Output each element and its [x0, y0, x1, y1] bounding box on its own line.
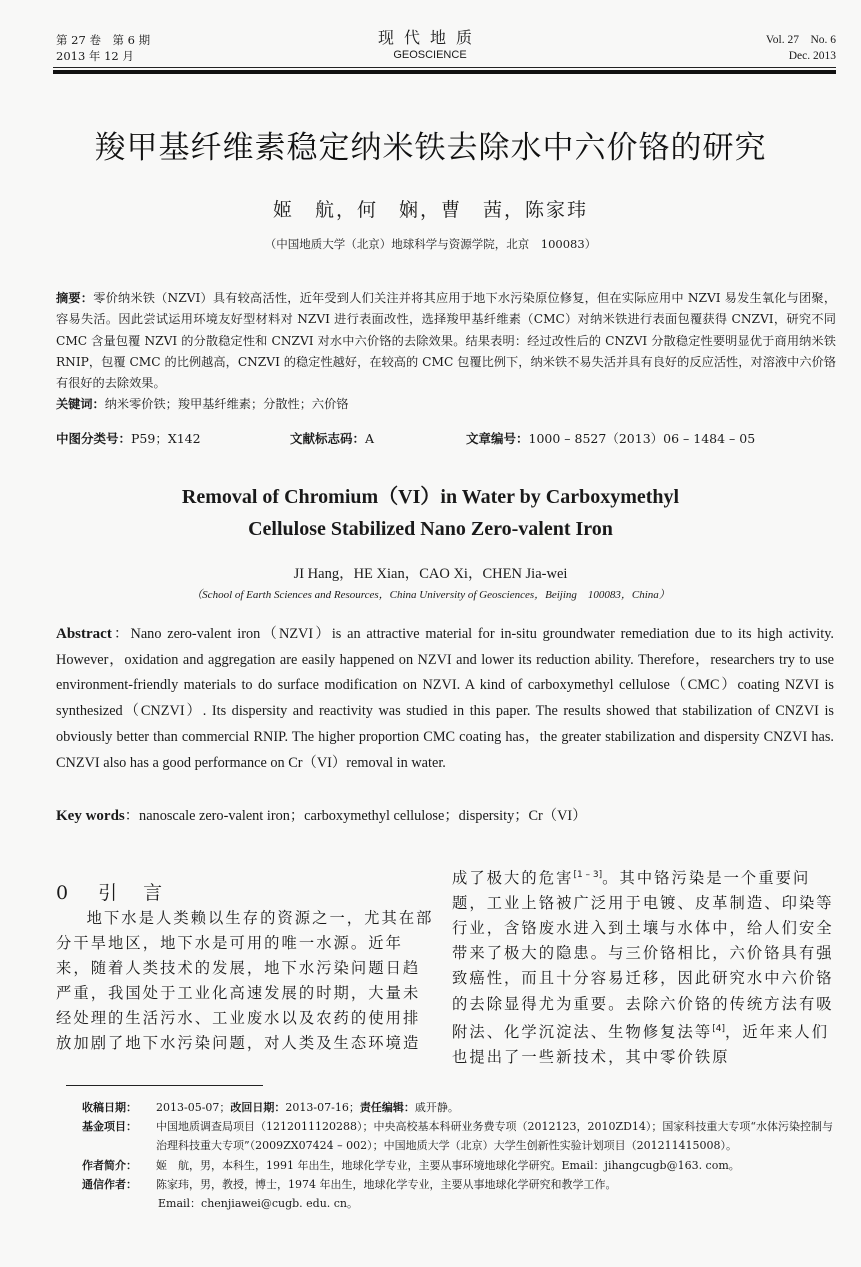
revised-label: 改回日期： — [230, 1101, 286, 1114]
date-cn: 2013 年 12 月 — [56, 49, 134, 63]
abstract-cn-text: 零价纳米铁（NZVI）具有较高活性，近年受到人们关注并将其应用于地下水污染原位修复，但在实际应用中 NZVI 易发生氧化与团聚，容易失活。因此尝试运用环境友好型材料对 NZVI 进行表面改性，选择羧甲基纤维素（CMC）对纳米铁进行表面包覆获得 CNZVI，研究不同 CMC 含量包覆 NZVI 的分散稳定性和 CNZVI 对水中六价铬的去除效果。结果表明：经过改性后的 CNZVI 分散稳定性要明显优于商用纳米铁 RNIP，包覆 CMC 的比例越高，CNZVI 的稳定性越好，在较高的 CMC 包覆比例下，纳米铁不易失活并具有良好的反应活性，对溶液中六价铬有很好的去除效果。 — [56, 291, 837, 391]
header-rule-thin — [53, 67, 836, 68]
date-en: Dec. 2013 — [788, 50, 836, 62]
paper-title-cn: 羧甲基纤维素稳定纳米铁去除水中六价铬的研究 — [94, 130, 767, 166]
revised-text: 2013-07-16； — [285, 1101, 360, 1114]
running-header-right — [766, 32, 836, 64]
abstract-cn — [56, 288, 836, 416]
footnote-corresponding — [82, 1175, 834, 1194]
editor-text: 戚开静。 — [414, 1101, 459, 1114]
paper-title-en-line1: Removal of Chromium（VI）in Water by Carboxymethyl — [181, 486, 680, 508]
fund-text: 中国地质调查局项目（1212011120288）；中央高校基本科研业务费专项（2012123，2010ZD14）；国家科技重大专项“水体污染控制与治理科技重大专项”（2009ZX07424 – 002）；中国地质大学（北京）大学生创新性实验计划项目（201211415008）。 — [156, 1120, 834, 1153]
footnote-author-bio — [82, 1156, 834, 1175]
paper-title-en — [0, 481, 861, 545]
doc-code-label: 文献标志码： — [290, 431, 366, 446]
clc-value: P59；X142 — [131, 431, 201, 446]
authors-en: JI Hang，HE Xian，CAO Xi，CHEN Jia-wei — [293, 566, 568, 582]
article-no-label: 文章编号： — [466, 431, 529, 446]
article-no-value: 1000 – 8527（2013）06 – 1484 – 05 — [528, 431, 756, 446]
abstract-en — [56, 622, 834, 776]
authors-cn: 姬 航，何 娴，曹 茜，陈家玮 — [272, 199, 588, 221]
body-text: 成了极大的危害 — [452, 869, 574, 888]
journal-name-cn: 现代地质 — [377, 28, 482, 47]
keywords-en — [56, 804, 834, 828]
running-header-center — [330, 28, 530, 62]
body-paragraph-right — [452, 863, 838, 1070]
corresponding-email[interactable]: Email：chenjiawei@cugb. edu. cn。 — [158, 1197, 359, 1211]
body-column-left — [56, 906, 434, 1057]
journal-name-en: GEOSCIENCE — [393, 49, 467, 61]
section-title-char-2: 言 — [143, 882, 163, 904]
footnotes — [82, 1098, 834, 1213]
keywords-en-label: Key words — [56, 808, 125, 824]
keywords-cn-text: 纳米零价铁；羧甲基纤维素；分散性；六价铬 — [104, 397, 349, 412]
fund-label: 基金项目： — [82, 1120, 137, 1134]
paper-title-en-line2: Cellulose Stabilized Nano Zero-valent Iron — [248, 518, 613, 540]
abstract-en-text: ：Nano zero-valent iron（NZVI）is an attractive material for in-situ groundwater remediation due to its high activity. However，oxidation and aggregation are easily happened on NZVI and lower its reduction ability. Therefore，researchers try to use environment-friendly materials to do surface modification on NZVI. A kind of carboxymethyl cellulose（CMC）coating NZVI is synthesized（CNZVI）. Its dispersity and reactivity was studied in this paper. The results showed that stabilization of CNZVI is obviously better than commercial RNIP. The higher proportion CMC coating has，the greater stabilization and dispersity CNZVI has. CNZVI also has a good performance on Cr（VI）removal in water. — [56, 626, 834, 771]
corresponding-label: 通信作者： — [82, 1177, 137, 1191]
section-number: 0 — [56, 882, 69, 904]
volume-issue-en: Vol. 27 No. 6 — [765, 34, 836, 46]
footnote-funding — [82, 1117, 834, 1155]
affiliation-en: （School of Earth Sciences and Resources，China University of Geosciences，Beijing 100083，China） — [191, 589, 670, 601]
received-label: 收稿日期： — [82, 1101, 137, 1114]
citation-ref-1-3[interactable]: [1 – 3] — [573, 870, 603, 880]
header-rule-thick — [53, 70, 836, 74]
corresponding-text: 陈家玮，男，教授，博士，1974 年出生，地球化学专业，主要从事地球化学研究和教学工作。 — [156, 1177, 617, 1191]
affiliation-cn: （中国地质大学（北京）地球科学与资源学院，北京 100083） — [264, 237, 597, 251]
body-text: 。其中铬污染是一个重要问题，工业上铬被广泛用于电镀、皮革制造、印染等行业，含铬废水进入到土壤与水体中，给人们安全带来了极大的隐患。与三价铬相比，六价铬具有强致癌性，而且十分容易迁移，因此研究水中六价铬的去除显得尤为重要。去除六价铬的传统方法有吸附法、化学沉淀法、生物修复法等 — [452, 869, 834, 1041]
running-header-left — [56, 32, 150, 64]
abstract-en-label: Abstract — [56, 626, 112, 642]
keywords-cn-label: 关键词： — [56, 397, 105, 412]
footnote-dates — [82, 1098, 834, 1117]
doc-code-value: A — [365, 431, 375, 446]
abstract-cn-label: 摘要： — [56, 291, 94, 305]
section-title-char-1: 引 — [98, 882, 118, 904]
footnote-rule — [66, 1085, 263, 1086]
volume-issue-cn: 第 27 卷 第 6 期 — [56, 33, 151, 47]
received-text: 2013-05-07； — [156, 1101, 231, 1114]
citation-ref-4[interactable]: [4] — [712, 1023, 725, 1034]
classification-row — [56, 429, 836, 449]
clc-label: 中图分类号： — [56, 431, 132, 446]
footnote-corresponding-email — [82, 1194, 834, 1213]
body-text: ，近年来人们也提出了一些新技术，其中零价铁原 — [452, 1022, 830, 1066]
editor-label: 责任编辑： — [359, 1101, 415, 1114]
body-paragraph-left: 地下水是人类赖以生存的资源之一，尤其在部分干旱地区，地下水是可用的唯一水源。近年来，随着人类技术的发展，地下水污染问题日趋严重，我国处于工业化高速发展的时期，大量未经处理的生活污水、工业废水以及农药的使用排放加剧了地下水污染问题，对人类及生态环境造 — [56, 909, 434, 1053]
author-bio-text: 姬 航，男，本科生，1991 年出生，地球化学专业，主要从事环境地球化学研究。Email：jihangcugb@163. com。 — [156, 1158, 740, 1172]
body-column-right — [452, 863, 838, 1070]
section-heading — [56, 878, 162, 905]
author-bio-label: 作者简介： — [82, 1158, 137, 1172]
keywords-en-text: ：nanoscale zero-valent iron；carboxymethyl cellulose；dispersity；Cr（VI） — [124, 808, 587, 824]
